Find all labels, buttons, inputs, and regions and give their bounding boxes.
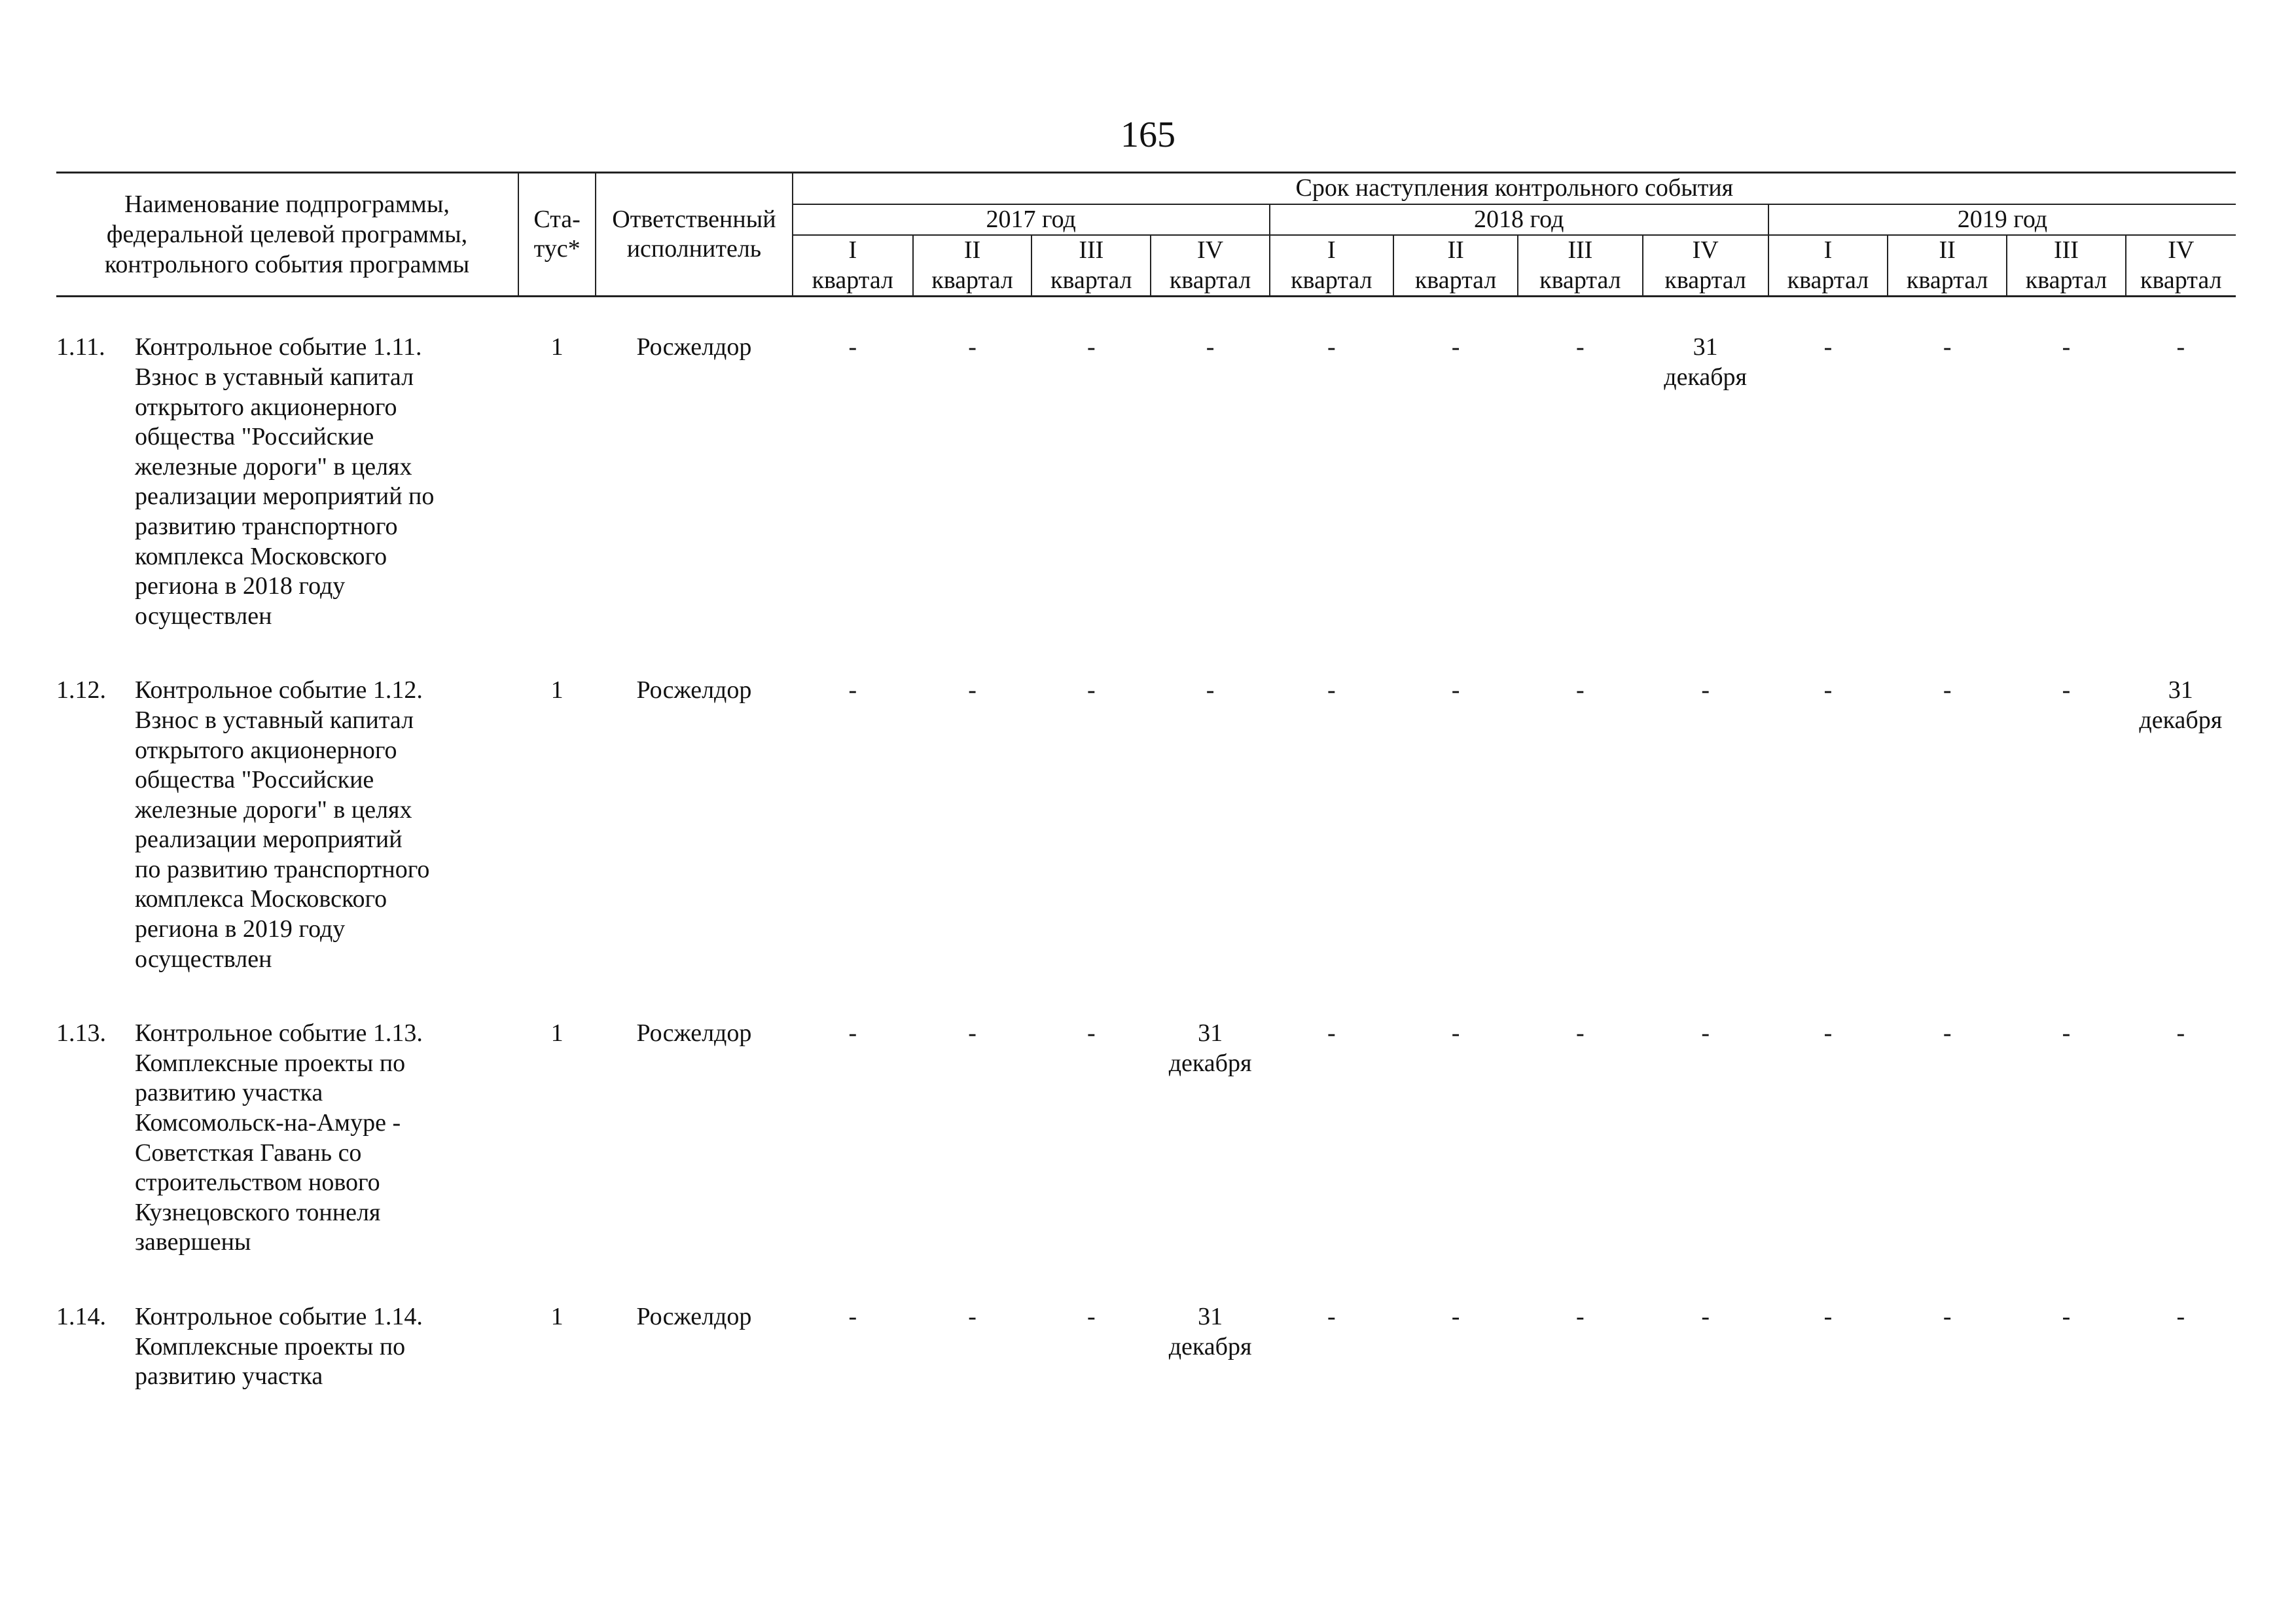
quarter-deadline: -: [1086, 1019, 1096, 1048]
quarter-deadline: -: [1823, 676, 1833, 704]
table-row: [56, 1019, 2236, 1302]
header-quarter-numeral: I: [1270, 235, 1393, 266]
event-line: осуществлен: [135, 945, 272, 973]
event-line: по развитию транспортного: [135, 855, 430, 883]
quarter-deadline: -: [848, 1019, 857, 1048]
event-description: [135, 1302, 423, 1392]
quarter-deadline: -: [1086, 676, 1096, 704]
header-quarter-word: квартал: [1031, 266, 1151, 297]
quarter-deadline: -: [1943, 333, 1952, 361]
event-executor: Росжелдор: [636, 676, 752, 704]
quarter-deadline: -: [968, 676, 977, 704]
quarter-deadline: -: [1701, 1019, 1710, 1048]
event-line: Кузнецовского тоннеля: [135, 1198, 381, 1226]
event-line: завершены: [135, 1228, 251, 1256]
header-year-2017: 2017 год: [793, 204, 1270, 236]
quarter-deadline: -: [1701, 676, 1710, 704]
header-quarter-numeral: IV: [1643, 235, 1768, 266]
control-events-table: [56, 172, 2236, 1392]
header-quarter-word: квартал: [793, 266, 913, 297]
header-quarter-numeral: II: [1393, 235, 1518, 266]
quarter-deadline: -: [1576, 1019, 1585, 1048]
quarter-deadline: -: [2062, 1303, 2071, 1330]
header-quarter-word: квартал: [1643, 266, 1768, 297]
quarter-deadline: -: [2062, 1019, 2071, 1048]
quarter-deadline: -: [1576, 1303, 1585, 1330]
quarter-deadline: -: [1086, 1303, 1096, 1330]
header-year-2018: 2018 год: [1270, 204, 1768, 236]
event-executor: Росжелдор: [636, 1019, 752, 1048]
event-line: строительством нового: [135, 1169, 380, 1197]
quarter-deadline: -: [968, 333, 977, 361]
header-quarter-numeral: I: [793, 235, 913, 266]
header-status-column: [518, 173, 596, 297]
event-line: региона в 2018 году: [135, 572, 346, 600]
header-quarter-word: квартал: [1151, 266, 1269, 297]
event-line: развитию участка: [135, 1079, 323, 1107]
page-number: 165: [1121, 115, 1175, 155]
quarter-deadline: -: [1327, 1019, 1336, 1048]
header-quarter-word: квартал: [2007, 266, 2125, 297]
quarter-deadline: -: [1943, 1303, 1952, 1330]
event-status: 1: [550, 1019, 564, 1048]
quarter-deadline: 31 декабря: [1168, 1019, 1252, 1077]
quarter-deadline: -: [848, 1303, 857, 1330]
quarter-deadline: 31 декабря: [1168, 1303, 1252, 1360]
event-line: открытого акционерного: [135, 736, 397, 764]
header-quarter-numeral: III: [1518, 235, 1642, 266]
quarter-deadline: -: [2176, 1019, 2185, 1048]
event-line: комплекса Московского: [135, 542, 387, 570]
header-year-2019: 2019 год: [1768, 204, 2236, 236]
event-line: реализации мероприятий: [135, 826, 403, 854]
event-line: открытого акционерного: [135, 393, 397, 421]
header-quarter-numeral: II: [913, 235, 1031, 266]
event-number: 1.12.: [56, 676, 106, 704]
header-quarter-numeral: IV: [2126, 235, 2236, 266]
event-line: Комплексные проекты по: [135, 1049, 406, 1077]
quarter-deadline: -: [848, 676, 857, 704]
event-line: Комсомольск-на-Амуре -: [135, 1109, 401, 1137]
quarter-deadline: -: [1576, 333, 1585, 361]
event-line: Контрольное событие 1.11.: [135, 333, 422, 361]
quarter-deadline: -: [1576, 676, 1585, 704]
event-number: 1.14.: [56, 1303, 106, 1330]
event-line: региона в 2019 году: [135, 915, 346, 943]
quarter-deadline: -: [1943, 1019, 1952, 1048]
header-deadline-group: Срок наступления контрольного события: [793, 173, 2236, 204]
quarter-deadline: 31 декабря: [2139, 676, 2223, 734]
header-quarter-numeral: III: [1031, 235, 1151, 266]
header-status-line1: Ста-: [533, 205, 581, 233]
event-description: [135, 676, 429, 974]
event-description: [135, 1019, 423, 1258]
event-line: общества "Российские: [135, 423, 374, 451]
event-executor: Росжелдор: [636, 1303, 752, 1330]
event-line: общества "Российские: [135, 766, 374, 794]
event-line: Комплексные проекты по: [135, 1332, 406, 1360]
event-status: 1: [550, 333, 564, 361]
table-row: [56, 333, 2236, 676]
event-executor: Росжелдор: [636, 333, 752, 361]
header-quarter-numeral: IV: [1151, 235, 1269, 266]
table-row: [56, 676, 2236, 1019]
header-name-column: Наименование подпрограммы, федеральной целевой программы, контрольного события программы: [56, 173, 518, 297]
header-quarter-word: квартал: [1768, 266, 1888, 297]
quarter-deadline: -: [1327, 333, 1336, 361]
event-status: 1: [550, 676, 564, 704]
header-quarter-word: квартал: [913, 266, 1031, 297]
quarter-deadline: -: [1086, 333, 1096, 361]
quarter-deadline: -: [1206, 676, 1215, 704]
quarter-deadline: -: [1451, 1303, 1460, 1330]
header-quarter-word: квартал: [1270, 266, 1393, 297]
header-quarter-word: квартал: [1888, 266, 2007, 297]
quarter-deadline: -: [1327, 676, 1336, 704]
quarter-deadline: -: [2062, 333, 2071, 361]
event-line: осуществлен: [135, 602, 272, 630]
quarter-deadline: -: [1823, 1303, 1833, 1330]
quarter-deadline: -: [968, 1019, 977, 1048]
event-line: Контрольное событие 1.14.: [135, 1303, 423, 1330]
event-number: 1.13.: [56, 1019, 106, 1048]
quarter-deadline: 31 декабря: [1664, 333, 1748, 391]
header-status-line2: тус*: [533, 235, 581, 263]
event-number: 1.11.: [56, 333, 105, 361]
quarter-deadline: -: [2176, 1303, 2185, 1330]
header-quarter-word: квартал: [1518, 266, 1642, 297]
quarter-deadline: -: [1823, 1019, 1833, 1048]
event-line: развитию участка: [135, 1362, 323, 1391]
header-executor-column: Ответственный исполнитель: [596, 173, 792, 297]
quarter-deadline: -: [1701, 1303, 1710, 1330]
header-quarter-numeral: I: [1768, 235, 1888, 266]
header-quarter-word: квартал: [2126, 266, 2236, 297]
event-line: Взнос в уставный капитал: [135, 706, 414, 734]
event-line: Советсткая Гавань со: [135, 1139, 362, 1167]
quarter-deadline: -: [1451, 1019, 1460, 1048]
event-status: 1: [550, 1303, 564, 1330]
quarter-deadline: -: [1451, 676, 1460, 704]
quarter-deadline: -: [1206, 333, 1215, 361]
quarter-deadline: -: [1823, 333, 1833, 361]
quarter-deadline: -: [1943, 676, 1952, 704]
quarter-deadline: -: [2176, 333, 2185, 361]
event-line: развитию транспортного: [135, 512, 398, 540]
event-line: Контрольное событие 1.12.: [135, 676, 423, 704]
table-row: [56, 1302, 2236, 1392]
quarter-deadline: -: [848, 333, 857, 361]
event-line: комплекса Московского: [135, 885, 387, 913]
event-description: [135, 333, 434, 631]
quarter-deadline: -: [1327, 1303, 1336, 1330]
event-line: железные дороги" в целях: [135, 795, 412, 824]
quarter-deadline: -: [968, 1303, 977, 1330]
header-quarter-numeral: II: [1888, 235, 2007, 266]
event-line: Контрольное событие 1.13.: [135, 1019, 423, 1048]
quarter-deadline: -: [2062, 676, 2071, 704]
quarter-deadline: -: [1451, 333, 1460, 361]
header-quarter-word: квартал: [1393, 266, 1518, 297]
event-line: реализации мероприятий по: [135, 483, 435, 511]
event-line: железные дороги" в целях: [135, 452, 412, 481]
header-quarter-numeral: III: [2007, 235, 2125, 266]
event-line: Взнос в уставный капитал: [135, 363, 414, 391]
